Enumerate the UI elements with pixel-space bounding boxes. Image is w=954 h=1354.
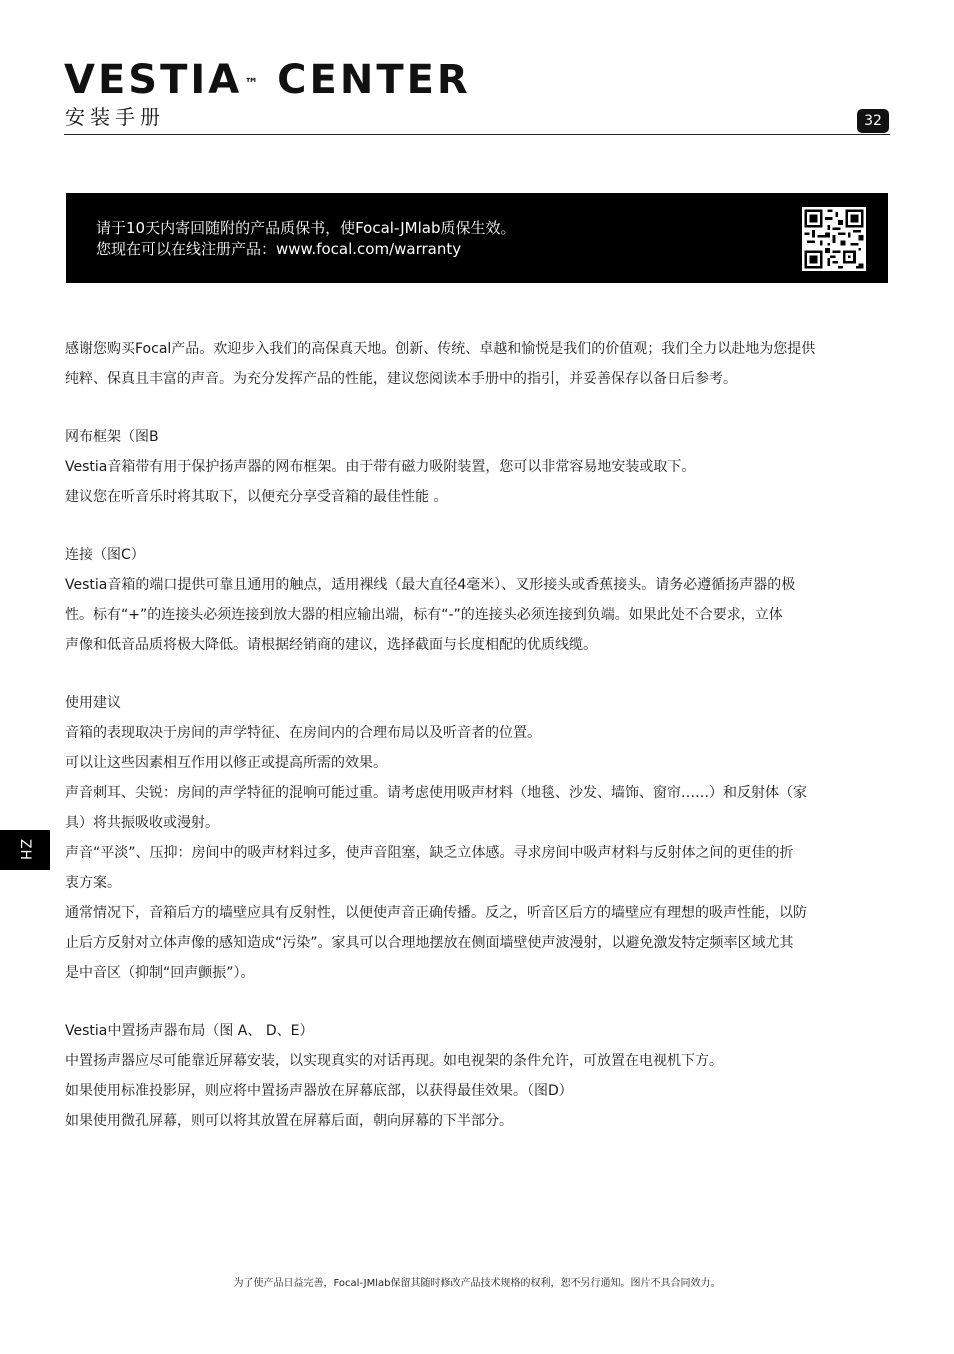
paragraph-line: 如果使用微孔屏幕，则可以将其放置在屏幕后面，朝向屏幕的下半部分。 (65, 1113, 513, 1129)
brand-name: VESTIA (64, 57, 243, 103)
manual-body (65, 334, 890, 1136)
paragraph-line: 声音刺耳、尖锐：房间的声学特征的混响可能过重。请考虑使用吸声材料（地毯、沙发、墙饰、窗帘……）和反射体（家 (65, 785, 807, 801)
intro-line: 感谢您购买Focal产品。欢迎步入我们的高保真天地。创新、传统、卓越和愉悦是我们的价值观；我们全力以赴地为您提供 (65, 341, 816, 357)
paragraph-line: 可以让这些因素相互作用以修正或提高所需的效果。 (65, 755, 387, 771)
paragraph-line: 具）将共振吸收或漫射。 (65, 815, 219, 831)
warranty-notice-box (66, 193, 888, 283)
paragraph-line: 通常情况下，音箱后方的墙壁应具有反射性，以便使声音正确传播。反之，听音区后方的墙壁应有理想的吸声性能，以防 (65, 905, 807, 921)
section-heading-usage-advice: 使用建议 (65, 695, 121, 711)
footer-disclaimer: 为了使产品日益完善，Focal-JMlab保留其随时修改产品技术规格的权利，恕不另行通知。图片不具合同效力。 (233, 1278, 721, 1289)
paragraph-line: Vestia音箱的端口提供可靠且通用的触点，适用裸线（最大直径4毫米）、叉形接头或香蕉接头。请务必遵循扬声器的极 (65, 577, 796, 593)
header-divider (64, 134, 890, 135)
language-tab (0, 830, 50, 870)
paragraph-line: 声像和低音品质将极大降低。请根据经销商的建议，选择截面与长度相配的优质线缆。 (65, 637, 597, 653)
paragraph-line: Vestia音箱带有用于保护扬声器的网布框架。由于带有磁力吸附装置，您可以非常容易地安装或取下。 (65, 459, 696, 475)
paragraph-line: 如果使用标准投影屏，则应将中置扬声器放在屏幕底部，以获得最佳效果。（图D） (65, 1083, 573, 1099)
section-heading-grille: 网布框架（图B (65, 429, 159, 445)
paragraph-line: 衷方案。 (65, 875, 121, 891)
language-code: ZH (17, 838, 33, 862)
qr-code-icon (802, 207, 866, 271)
section-heading-connection: 连接（图C） (65, 547, 145, 563)
section-heading-center-placement: Vestia中置扬声器布局（图 A、 D、E） (65, 1023, 314, 1039)
paragraph-line: 建议您在听音乐时将其取下，以便充分享受音箱的最佳性能 。 (65, 489, 448, 505)
paragraph-line: 性。标有“+”的连接头必须连接到放大器的相应输出端，标有“-”的连接头必须连接到负端。如果此处不合要求，立体 (65, 607, 783, 623)
trademark-symbol: ™ (244, 76, 259, 92)
paragraph-line: 中置扬声器应尽可能靠近屏幕安装，以实现真实的对话再现。如电视架的条件允许，可放置在电视机下方。 (65, 1053, 723, 1069)
document-subtitle: 安装手册 (65, 105, 165, 129)
paragraph-line: 止后方反射对立体声像的感知造成“污染”。家具可以合理地摆放在侧面墙壁使声波漫射，以避免激发特定频率区域尤其 (65, 935, 794, 951)
paragraph-line: 声音“平淡”、压抑：房间中的吸声材料过多，使声音阻塞，缺乏立体感。寻求房间中吸声材料与反射体之间的更佳的折 (65, 845, 794, 861)
warranty-line-2: 您现在可以在线注册产品：www.focal.com/warranty (96, 240, 462, 258)
intro-line: 纯粹、保真且丰富的声音。为充分发挥产品的性能，建议您阅读本手册中的指引，并妥善保存以备日后参考。 (65, 371, 737, 387)
paragraph-line: 音箱的表现取决于房间的声学特征、在房间内的合理布局以及听音者的位置。 (65, 725, 541, 741)
document-title (64, 56, 471, 104)
page-number-badge: 32 (857, 109, 889, 133)
warranty-line-1: 请于10天内寄回随附的产品质保书，使Focal-JMlab质保生效。 (96, 219, 516, 237)
paragraph-line: 是中音区（抑制“回声颤振”）。 (65, 965, 255, 981)
model-name: CENTER (277, 57, 471, 103)
